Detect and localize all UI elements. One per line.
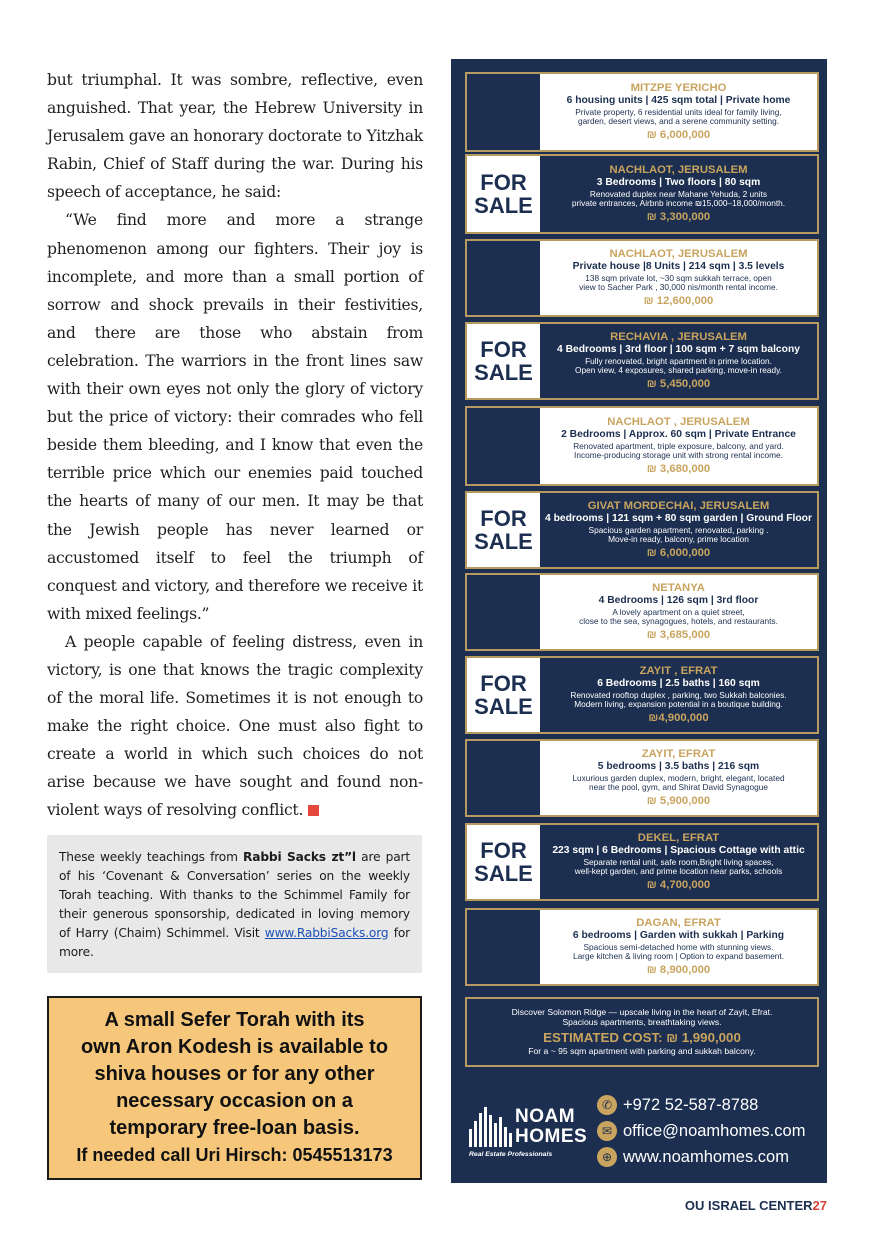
listing-info xyxy=(540,493,817,567)
listing-desc: Renovated rooftop duplex , parking, two Sukkah balconies. xyxy=(570,689,787,700)
listing-info xyxy=(540,408,817,484)
listing-desc: garden, desert views, and a serene community setting. xyxy=(577,116,780,127)
listing-desc: Spacious garden apartment, renovated, parking . xyxy=(588,524,769,535)
contact-email[interactable] xyxy=(597,1121,805,1141)
listing-card xyxy=(465,739,819,817)
listing-info xyxy=(540,156,817,232)
for-sale-label xyxy=(467,324,540,398)
torah-notice xyxy=(47,996,422,1180)
footer-org: OU ISRAEL CENTER xyxy=(684,1198,813,1213)
article-body xyxy=(47,66,423,825)
listing-desc: Fully renovated, bright apartment in prime location. xyxy=(585,355,772,366)
listing-desc: Spacious semi-detached home with stunning views. xyxy=(583,941,774,952)
listing-price: ₪ 5,450,000 xyxy=(646,377,711,390)
credit-mid: are part of his ‘Covenant & Conversation’ series on the weekly Torah teaching. With thanks to the Schimmel Family for their generous sponsorship, dedicated in loving memory of Harry (Chaim) Schimmel. Visit xyxy=(59,850,410,940)
listing-info xyxy=(540,741,817,815)
listing-desc: Open view, 4 exposures, shared parking, move-in ready. xyxy=(575,365,782,376)
sale-text: SALE xyxy=(474,360,533,385)
listing-spec: 4 Bedrooms | 3rd floor | 100 sqm + 7 sqm balcony xyxy=(557,344,800,356)
for-text: FOR xyxy=(480,671,527,696)
listing-card xyxy=(465,823,819,901)
listing-desc: A lovely apartment on a quiet street, xyxy=(612,606,745,617)
torah-line: own Aron Kodesh is available to xyxy=(80,1036,389,1059)
listing-spec: Private house |8 Units | 214 sqm | 3.5 levels xyxy=(572,261,785,273)
listing-info xyxy=(540,658,817,732)
listing-desc: Income-producing storage unit with strong rental income. xyxy=(574,450,783,461)
globe-icon: ⊕ xyxy=(597,1147,617,1167)
article-paragraph-2: “We find more and more a strange phenomenon among our fighters. Their joy is incomplete, and more than a small portion of sorrow and shock prevails in their festivities, and there are those who abstain from celebration. The warriors in the front lines saw with their own eyes not only the glory of victory but the price of victory: their comrades who fell beside them bleeding, and I know that even the terrible price which our enemies paid touched the hearts of many of our men. It may be that the Jewish people has never learned or accustomed itself to feel the triumph of conquest and victory, and therefore we receive it with mixed feelings.” xyxy=(47,211,423,623)
for-sale-label xyxy=(467,741,540,815)
listing-price: ₪ 8,900,000 xyxy=(646,963,711,976)
skyline-icon xyxy=(467,1103,513,1149)
listing-card xyxy=(465,573,819,651)
listing-desc: Move-in ready, balcony, prime location xyxy=(608,534,749,545)
listing-info xyxy=(540,324,817,398)
listing-price: ₪ 3,300,000 xyxy=(646,210,711,223)
brand-name-2: HOMES xyxy=(515,1126,588,1147)
for-text: FOR xyxy=(480,254,527,279)
listing-card xyxy=(465,72,819,152)
listing-location: NACHLAOT, JERUSALEM xyxy=(609,248,748,261)
ridge-cost: ESTIMATED COST: ₪ 1,990,000 xyxy=(543,1029,741,1045)
listing-location: RECHAVIA , JERUSALEM xyxy=(610,331,747,344)
for-sale-label xyxy=(467,910,540,984)
listing-card xyxy=(465,908,819,986)
listing-spec: 4 Bedrooms | 126 sqm | 3rd floor xyxy=(598,595,759,607)
for-text: FOR xyxy=(480,88,527,113)
sale-text: SALE xyxy=(474,611,533,636)
listing-price: ₪4,900,000 xyxy=(648,711,709,724)
listing-info xyxy=(540,241,817,315)
listing-price: ₪ 3,685,000 xyxy=(646,628,711,641)
listing-location: NACHLAOT, JERUSALEM xyxy=(609,164,748,177)
listing-info xyxy=(540,575,817,649)
listing-spec: 6 Bedrooms | 2.5 baths | 160 sqm xyxy=(597,678,760,690)
sale-text: SALE xyxy=(474,861,533,886)
real-estate-ad xyxy=(451,59,827,1183)
sale-text: SALE xyxy=(474,445,533,470)
listing-card xyxy=(465,406,819,486)
for-text: FOR xyxy=(480,588,527,613)
contact-website[interactable] xyxy=(597,1147,789,1167)
sale-text: SALE xyxy=(474,111,533,136)
article-paragraph-3 xyxy=(47,628,423,825)
credit-text xyxy=(59,848,410,961)
listing-desc: Luxurious garden duplex, modern, bright, elegant, located xyxy=(572,772,785,783)
ridge-line: Spacious apartments, breathtaking views. xyxy=(562,1017,722,1028)
noam-homes-logo xyxy=(467,1099,587,1169)
email-icon: ✉ xyxy=(597,1121,617,1141)
rabbisacks-link[interactable]: www.RabbiSacks.org xyxy=(264,925,389,940)
article-paragraph-3-text: A people capable of feeling distress, even in victory, is one that knows the tragic complexity of the moral life. Sometimes it is not enough to make the right choice. One must also fight to create a world in which such choices do not arise because we have sought and found non-violent ways of resolving conflict. xyxy=(47,632,423,820)
brand-name xyxy=(515,1107,587,1147)
ridge-line: Discover Solomon Ridge — upscale living in the heart of Zayit, Efrat. xyxy=(511,1007,773,1017)
listing-location: ZAYIT, EFRAT xyxy=(641,748,716,761)
listing-price: ₪ 12,600,000 xyxy=(643,294,714,307)
credit-post: for more. xyxy=(59,925,410,959)
web-text: www.noamhomes.com xyxy=(623,1147,789,1166)
listing-location: DAGAN, EFRAT xyxy=(636,917,721,930)
for-sale-label xyxy=(467,74,540,150)
for-sale-label xyxy=(467,658,540,732)
email-text: office@noamhomes.com xyxy=(623,1121,806,1140)
torah-line: A small Sefer Torah with its xyxy=(104,1009,365,1031)
listing-desc: close to the sea, synagogues, hotels, and restaurants. xyxy=(579,616,778,627)
for-text: FOR xyxy=(480,170,527,195)
listing-desc: Modern living, expansion potential in a boutique building. xyxy=(574,699,783,710)
for-sale-label xyxy=(467,575,540,649)
for-sale-label xyxy=(467,408,540,484)
listing-spec: 6 bedrooms | Garden with sukkah | Parking xyxy=(572,930,785,942)
listing-desc: Separate rental unit, safe room,Bright living spaces, xyxy=(583,856,774,867)
listing-card xyxy=(465,656,819,734)
listing-desc: near the pool, gym, and Shirat David Synagogue xyxy=(589,782,768,793)
for-sale-label xyxy=(467,825,540,899)
listing-desc: view to Sacher Park , 30,000 nis/month rental income. xyxy=(579,282,778,293)
listing-spec: 2 Bedrooms | Approx. 60 sqm | Private Entrance xyxy=(561,429,796,441)
listing-spec: 6 housing units | 425 sqm total | Private home xyxy=(566,95,791,107)
listing-desc: Renovated apartment, triple exposure, balcony, and yard. xyxy=(573,440,784,451)
listing-info xyxy=(540,74,817,150)
for-sale-label xyxy=(467,493,540,567)
for-text: FOR xyxy=(480,422,527,447)
listing-location: GIVAT MORDECHAI, JERUSALEM xyxy=(587,500,770,513)
listing-spec: 3 Bedrooms | Two floors | 80 sqm xyxy=(596,177,761,189)
listing-location: ZAYIT , EFRAT xyxy=(639,665,718,678)
ridge-line: For a ~ 95 sqm apartment with parking and sukkah balcony. xyxy=(528,1045,756,1056)
listing-card xyxy=(465,491,819,569)
listing-desc: 138 sqm private lot, ~30 sqm sukkah terrace, open xyxy=(585,272,772,283)
listing-info xyxy=(540,825,817,899)
listing-location: DEKEL, EFRAT xyxy=(637,832,720,845)
listing-location: NACHLAOT , JERUSALEM xyxy=(607,416,750,429)
torah-line: temporary free-loan basis. xyxy=(109,1117,360,1140)
listing-desc: private entrances, Airbnb income ₪15,000–18,000/month. xyxy=(571,198,786,209)
for-text: FOR xyxy=(480,754,527,779)
listing-card xyxy=(465,322,819,400)
phone-icon: ✆ xyxy=(597,1095,617,1115)
torah-call: If needed call Uri Hirsch: 0545513173 xyxy=(76,1145,393,1166)
solomon-ridge-box xyxy=(465,997,819,1067)
listing-price: ₪ 6,000,000 xyxy=(646,546,711,559)
for-text: FOR xyxy=(480,838,527,863)
listing-desc: well-kept garden, and prime location near parks, schools xyxy=(574,866,783,877)
for-sale-label xyxy=(467,241,540,315)
sale-text: SALE xyxy=(474,946,533,971)
listing-desc: Private property, 6 residential units ideal for family living, xyxy=(575,106,782,117)
listing-spec: 4 bedrooms | 121 sqm + 80 sqm garden | Ground Floor xyxy=(545,513,812,525)
phone-text: +972 52-587-8788 xyxy=(623,1095,759,1114)
credit-pre: These weekly teachings from xyxy=(59,850,244,864)
brand-tagline: Real Estate Professionals xyxy=(469,1151,553,1158)
for-sale-label xyxy=(467,156,540,232)
contact-phone[interactable] xyxy=(597,1095,758,1115)
for-text: FOR xyxy=(480,923,527,948)
listing-price: ₪ 6,000,000 xyxy=(646,128,711,141)
page-number: 27 xyxy=(812,1198,827,1213)
listing-price: ₪ 4,700,000 xyxy=(646,878,711,891)
sale-text: SALE xyxy=(474,777,533,802)
article-paragraph-1: but triumphal. It was sombre, reflective, even anguished. That year, the Hebrew University in Jerusalem gave an honorary doctorate to Yitzhak Rabin, Chief of Staff during the war. During his speech of acceptance, he said: xyxy=(47,71,423,202)
listing-desc: Large kitchen & living room | Option to expand basement. xyxy=(572,951,785,962)
sale-text: SALE xyxy=(474,529,533,554)
listing-spec: 5 bedrooms | 3.5 baths | 216 sqm xyxy=(597,761,760,773)
listing-desc: Renovated duplex near Mahane Yehuda, 2 units xyxy=(589,188,768,199)
listing-card xyxy=(465,154,819,234)
brand-name-1: NOAM xyxy=(515,1106,576,1127)
sale-text: SALE xyxy=(474,694,533,719)
for-text: FOR xyxy=(480,506,527,531)
for-text: FOR xyxy=(480,337,527,362)
end-mark-icon xyxy=(308,805,319,816)
listing-price: ₪ 5,900,000 xyxy=(646,794,711,807)
credit-box xyxy=(47,835,422,973)
listing-card xyxy=(465,239,819,317)
page-footer xyxy=(685,1198,827,1213)
listing-price: ₪ 3,680,000 xyxy=(646,462,711,475)
listing-location: MITZPE YERICHO xyxy=(630,82,727,95)
credit-author: Rabbi Sacks zt”l xyxy=(243,850,356,864)
listing-location: NETANYA xyxy=(652,582,705,595)
torah-line: shiva houses or for any other xyxy=(94,1063,375,1086)
listing-info xyxy=(540,910,817,984)
torah-line: necessary occasion on a xyxy=(116,1090,353,1113)
listing-spec: 223 sqm | 6 Bedrooms | Spacious Cottage with attic xyxy=(552,845,805,857)
sale-text: SALE xyxy=(474,193,533,218)
sale-text: SALE xyxy=(474,277,533,302)
